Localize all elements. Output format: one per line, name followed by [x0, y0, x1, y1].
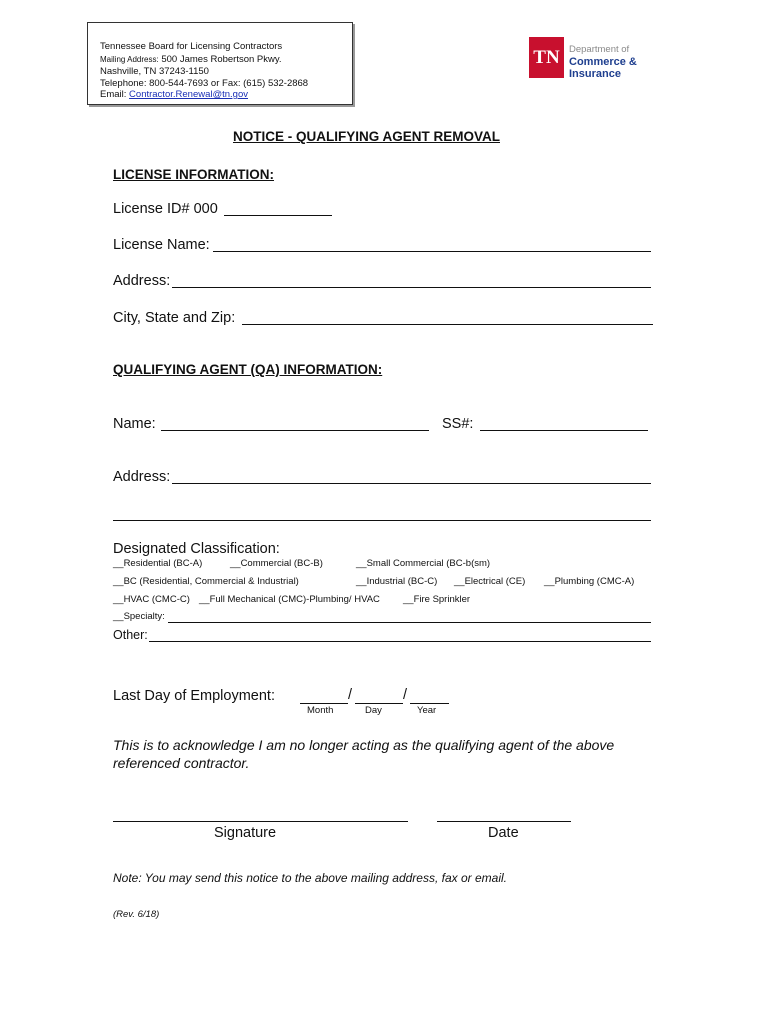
other-label: Other:	[113, 628, 148, 642]
phone-line: Telephone: 800-544-7693 or Fax: (615) 532-2868	[100, 78, 309, 89]
license-address-label: Address:	[113, 273, 171, 289]
mailing-address	[100, 54, 282, 65]
option-fire-sprinkler[interactable]: __Fire Sprinkler	[403, 594, 471, 605]
last-day-label: Last Day of Employment:	[113, 688, 275, 704]
org-name: Tennessee Board for Licensing Contractors	[100, 41, 283, 52]
city-state-zip-label: City, State and Zip:	[113, 310, 236, 326]
day-caption: Day	[365, 705, 382, 716]
classification-heading: Designated Classification:	[113, 541, 280, 557]
qa-name-label: Name:	[113, 416, 156, 432]
ss-label: SS#:	[442, 416, 474, 432]
logo-agency-name	[569, 56, 637, 80]
option-electrical[interactable]: __Electrical (CE)	[454, 576, 526, 587]
acknowledgement-text: This is to acknowledge I am no longer acting as the qualifying agent of the above referenced contractor.	[113, 737, 615, 771]
ss-field[interactable]	[480, 430, 648, 431]
license-address-field[interactable]	[172, 287, 651, 288]
tn-logo-badge: TN	[529, 37, 564, 78]
city-line: Nashville, TN 37243-1150	[100, 66, 209, 77]
specialty-field[interactable]	[168, 622, 651, 623]
other-field[interactable]	[149, 641, 651, 642]
logo-line-3: Insurance	[569, 68, 621, 80]
date-separator-2: /	[403, 687, 408, 703]
option-plumbing[interactable]: __Plumbing (CMC-A)	[544, 576, 635, 587]
email-label: Email:	[100, 89, 127, 100]
option-industrial[interactable]: __Industrial (BC-C)	[356, 576, 438, 587]
date-label: Date	[488, 825, 519, 841]
option-commercial[interactable]: __Commercial (BC-B)	[230, 558, 323, 569]
logo-line-2: Commerce &	[569, 56, 637, 68]
license-id-label: License ID# 000	[113, 201, 218, 217]
signature-label: Signature	[214, 825, 277, 841]
signature-field[interactable]	[113, 821, 408, 822]
year-field[interactable]	[410, 703, 449, 704]
qa-address-label: Address:	[113, 469, 171, 485]
option-bc[interactable]: __BC (Residential, Commercial & Industrial)	[113, 576, 299, 587]
specialty-label: __Specialty:	[113, 611, 165, 622]
qa-section-heading: QUALIFYING AGENT (QA) INFORMATION:	[113, 362, 383, 377]
option-full-mechanical[interactable]: __Full Mechanical (CMC)-Plumbing/ HVAC	[199, 594, 380, 605]
day-field[interactable]	[355, 703, 403, 704]
city-state-zip-field[interactable]	[242, 324, 653, 325]
note-text: Note: You may send this notice to the above mailing address, fax or email.	[113, 871, 507, 885]
logo-dept-text: Department of	[569, 44, 630, 55]
mailing-label: Mailing Address:	[100, 55, 159, 64]
date-field[interactable]	[437, 821, 571, 822]
year-caption: Year	[417, 705, 437, 716]
qa-name-field[interactable]	[161, 430, 429, 431]
license-name-label: License Name:	[113, 237, 210, 253]
license-section-heading: LICENSE INFORMATION:	[113, 167, 274, 182]
month-field[interactable]	[300, 703, 348, 704]
date-separator-1: /	[348, 687, 353, 703]
qa-address-field[interactable]	[172, 483, 651, 484]
form-title: NOTICE - QUALIFYING AGENT REMOVAL	[233, 129, 500, 144]
month-caption: Month	[307, 705, 334, 716]
contact-info-box	[87, 22, 353, 105]
license-name-field[interactable]	[213, 251, 651, 252]
option-small-commercial[interactable]: __Small Commercial (BC-b(sm)	[356, 558, 491, 569]
qa-address-field-2[interactable]	[113, 520, 651, 521]
license-id-field[interactable]	[224, 215, 332, 216]
option-hvac[interactable]: __HVAC (CMC-C)	[113, 594, 190, 605]
email-link[interactable]: Contractor.Renewal@tn.gov	[129, 89, 249, 100]
option-residential[interactable]: __Residential (BC-A)	[113, 558, 203, 569]
email-line	[100, 89, 248, 100]
mailing-value: 500 James Robertson Pkwy.	[161, 54, 282, 65]
revision-text: (Rev. 6/18)	[113, 909, 160, 920]
